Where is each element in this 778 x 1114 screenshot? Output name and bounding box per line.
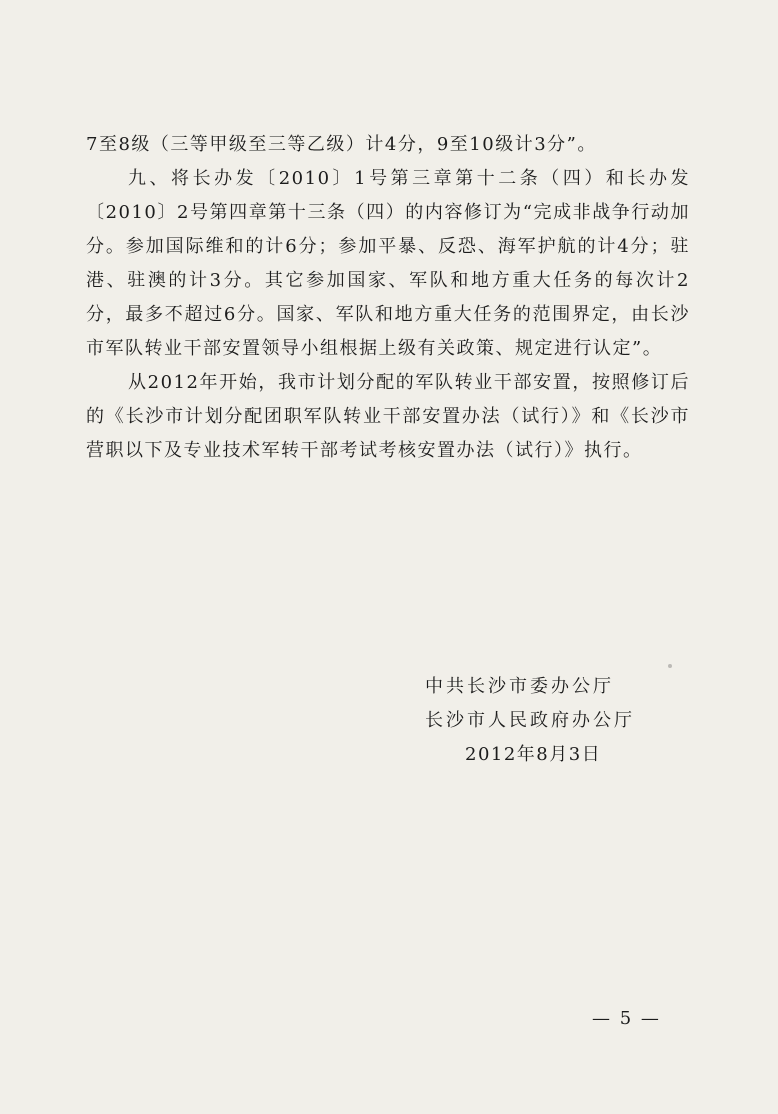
article-nine-paragraph: 九、将长办发〔2010〕1号第三章第十二条（四）和长办发〔2010〕2号第四章第十三条（四）的内容修订为“完成非战争行动加分。参加国际维和的计6分；参加平暴、反恐、海军护航的计4分；驻港、驻澳的计3分。其它参加国家、军队和地方重大任务的每次计2分，最多不超过6分。国家、军队和地方重大任务的范围界定，由长沙市军队转业干部安置领导小组根据上级有关政策、规定进行认定”。 — [86, 168, 690, 359]
continuation-paragraph: 7至8级（三等甲级至三等乙级）计4分，9至10级计3分”。 — [86, 134, 597, 155]
scan-speck — [668, 664, 672, 668]
page-number: — 5 — — [592, 1008, 661, 1029]
issuer-government-office: 长沙市人民政府办公厅 — [425, 710, 635, 731]
execution-paragraph: 从2012年开始，我市计划分配的军队转业干部安置，按照修订后的《长沙市计划分配团职军队转业干部安置办法（试行）》和《长沙市营职以下及专业技术军转干部考试考核安置办法（试行）》执行。 — [86, 372, 690, 461]
issue-date: 2012年8月3日 — [465, 744, 602, 765]
document-body — [86, 128, 690, 468]
issuer-party-office: 中共长沙市委办公厅 — [425, 676, 614, 697]
signature-block — [425, 670, 685, 772]
